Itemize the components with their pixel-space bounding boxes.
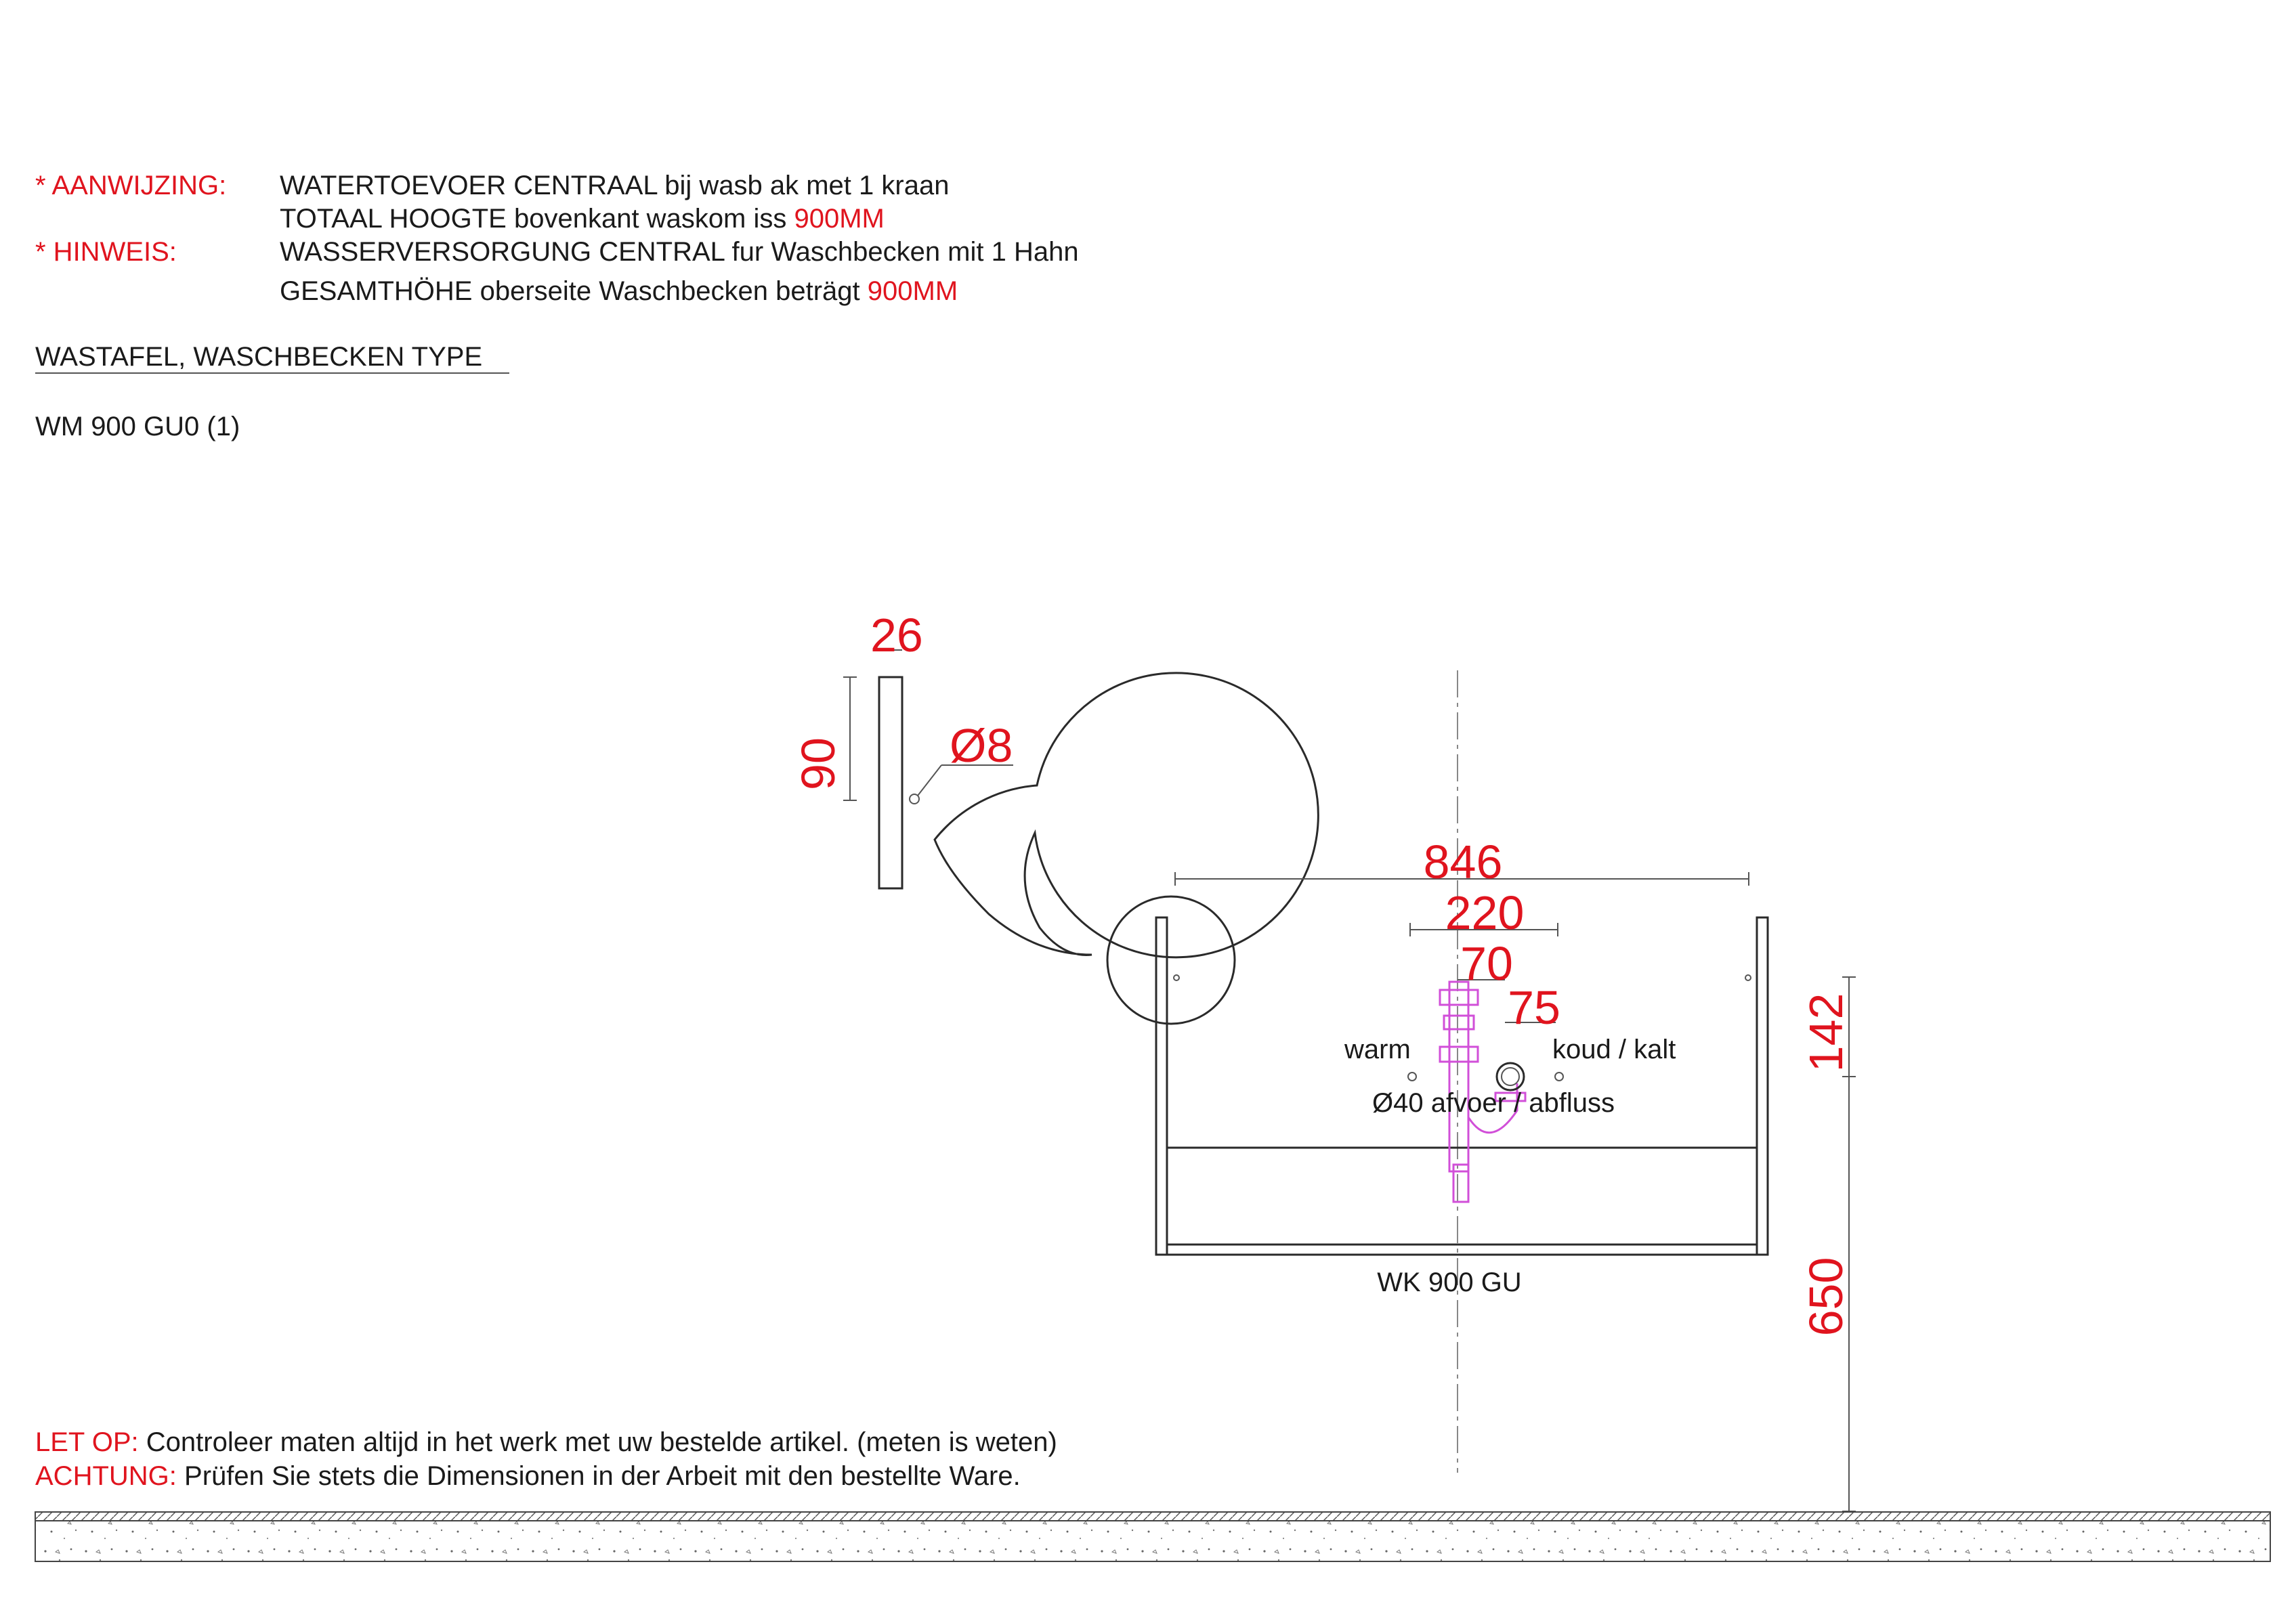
note-nl-line1: WATERTOEVOER CENTRAAL bij wasb ak met 1 kraan [280,171,950,200]
dim-overall-width: 846 [1423,836,1503,888]
footer-nl [35,1427,1057,1457]
product-label: WK 900 GU [1377,1268,1522,1297]
siphon-tailpiece [1449,982,1468,1171]
note-nl-label: * AANWIJZING: [35,171,227,200]
left-side-panel [1156,917,1167,1255]
note-de-line1: WASSERVERSORGUNG CENTRAL fur Waschbecken mit 1 Hahn [280,237,1079,267]
detail-dim-hole: Ø8 [950,719,1013,772]
dim-trap: 70 [1460,937,1513,990]
basin-body [1167,1148,1757,1245]
warm-supply-point [1408,1073,1416,1081]
detail-panel-section [879,677,902,888]
floor-slab [35,1521,2270,1561]
footer-de [35,1461,1021,1491]
type-heading: WASTAFEL, WASCHBECKEN TYPE [35,342,483,372]
dim-top-height: 142 [1800,993,1852,1073]
detail-hole-leader [918,765,941,796]
footer-de-text: Prüfen Sie stets die Dimensionen in der Arbeit mit den bestellte Ware. [184,1461,1021,1491]
model-number: WM 900 GU0 (1) [35,412,240,441]
dim-supply-spacing: 220 [1445,886,1525,939]
detail-reference-circle [1107,896,1235,1024]
basin-front-view [1107,836,1768,1297]
footer-de-label: ACHTUNG: [35,1461,177,1491]
label-drain: Ø40 afvoer / abfluss [1372,1088,1615,1118]
siphon-nut-bottom [1440,1047,1478,1062]
left-mounting-hole [1174,975,1179,980]
footer-nl-text: Controleer maten altijd in het werk met uw bestelde artikel. (meten is weten) [146,1427,1057,1457]
floor-finish [35,1512,2270,1521]
drain-outlet-inner [1502,1068,1519,1085]
detail-callout [792,609,1318,957]
note-de-line2-prefix: GESAMTHÖHE oberseite Waschbecken beträgt [280,276,868,306]
cold-supply-point [1555,1073,1563,1081]
note-nl-line2 [280,204,885,234]
dim-drain: 75 [1508,981,1560,1034]
right-side-panel [1757,917,1768,1255]
detail-mounting-hole [910,794,919,804]
siphon-outlet [1453,1165,1468,1202]
note-de-line2 [280,276,958,306]
detail-dim-height: 90 [792,737,845,790]
right-mounting-hole [1745,975,1751,980]
label-warm: warm [1344,1035,1411,1064]
note-nl-height-value: 900MM [794,204,885,234]
footer-notes [35,1427,1057,1491]
note-de-height-value: 900MM [867,276,958,306]
note-nl-line2-prefix: TOTAAL HOOGTE bovenkant waskom iss [280,204,794,234]
footer-nl-label: LET OP: [35,1427,139,1457]
height-dimensions [1800,977,1856,1511]
siphon-nut-top [1440,990,1478,1005]
note-de-label: * HINWEIS: [35,237,177,267]
label-cold: koud / kalt [1552,1035,1676,1064]
detail-dim-width: 26 [870,609,923,662]
notes-block [35,171,1079,306]
dim-floor-height: 650 [1800,1257,1852,1337]
